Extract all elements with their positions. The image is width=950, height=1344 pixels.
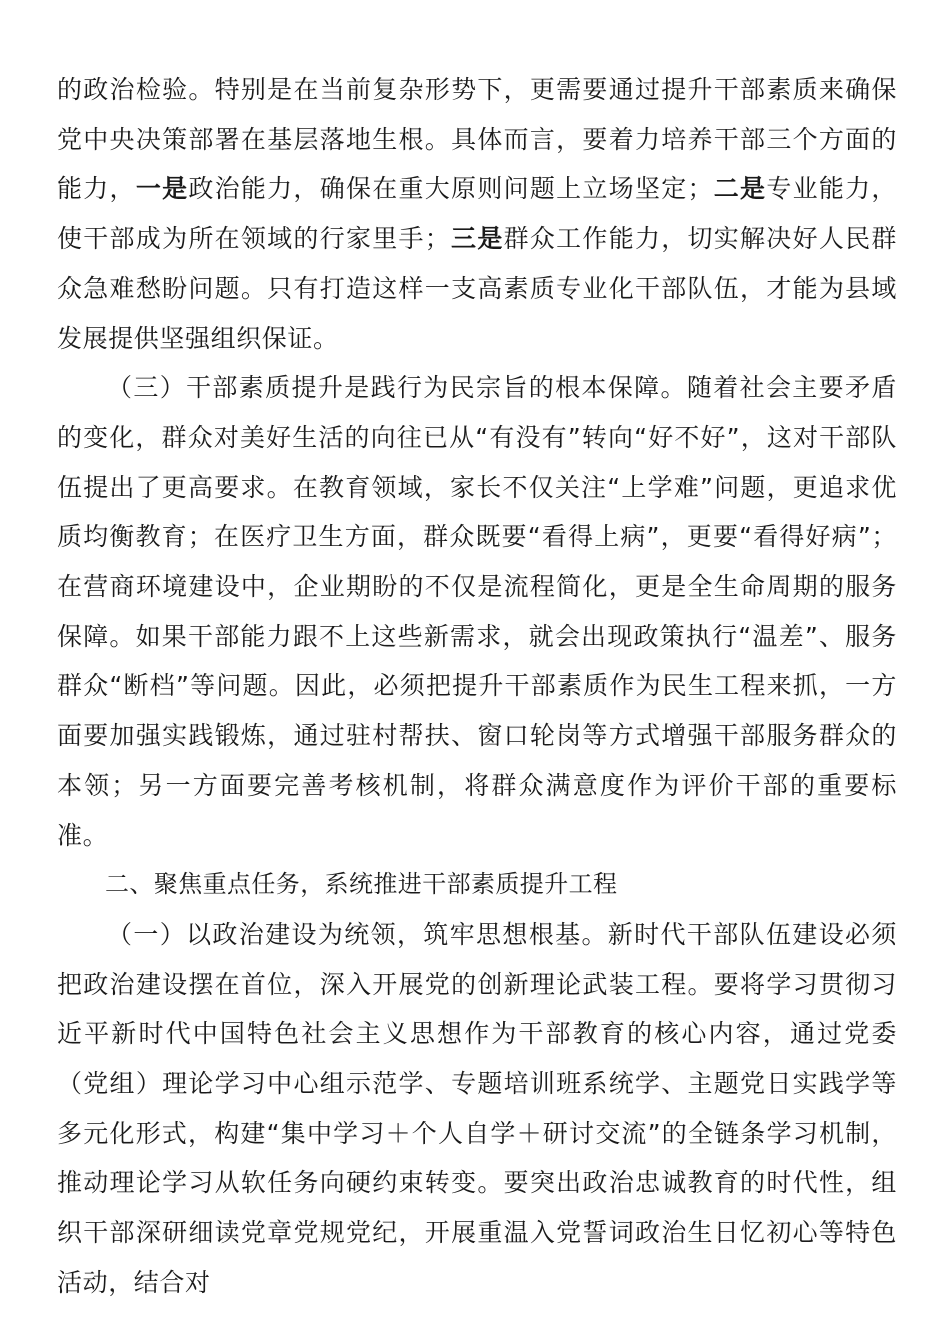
- paragraph-text: 群众工作能力，切实解决好人民群众急难愁盼问题。只有打造这样一支高素质专业化干部队伍，才能为县域发展提供坚强组织保证。: [57, 224, 897, 353]
- document-body: [57, 65, 897, 1308]
- bold-marker-two: 二是: [713, 174, 767, 204]
- paragraph-section-three: （三）干部素质提升是践行为民宗旨的根本保障。随着社会主要矛盾的变化，群众对美好生活的向往已从“有没有”转向“好不好”，这对干部队伍提出了更高要求。在教育领域，家长不仅关注“上学难”问题，更追求优质均衡教育；在医疗卫生方面，群众既要“看得上病”，更要“看得好病”；在营商环境建设中，企业期盼的不仅是流程简化，更是全生命周期的服务保障。如果干部能力跟不上这些新需求，就会出现政策执行“温差”、服务群众“断档”等问题。因此，必须把提升干部素质作为民生工程来抓，一方面要加强实践锻炼，通过驻村帮扶、窗口轮岗等方式增强干部服务群众的本领；另一方面要完善考核机制，将群众满意度作为评价干部的重要标准。: [57, 373, 897, 850]
- section-heading: 二、聚焦重点任务，系统推进干部素质提升工程: [105, 870, 618, 899]
- paragraph-subsection-one: （一）以政治建设为统领，筑牢思想根基。新时代干部队伍建设必须把政治建设摆在首位，深入开展党的创新理论武装工程。要将学习贯彻习近平新时代中国特色社会主义思想作为干部教育的核心内容，通过党委（党组）理论学习中心组示范学、专题培训班系统学、主题党日实践学等多元化形式，构建“集中学习＋个人自学＋研讨交流”的全链条学习机制，推动理论学习从软任务向硬约束转变。要突出政治忠诚教育的时代性，组织干部深研细读党章党规党纪，开展重温入党誓词政治生日忆初心等特色活动，结合对: [57, 919, 897, 1297]
- bold-marker-one: 一是: [135, 174, 189, 204]
- bold-marker-three: 三是: [450, 224, 504, 254]
- paragraph-text: 专业能力，使干部成为所在领域的行家里手；: [57, 174, 897, 254]
- paragraph-text: 政治能力，确保在重大原则问题上立场坚定；: [188, 174, 714, 204]
- paragraph-continuation: [57, 65, 897, 363]
- paragraph-text: 的政治检验。特别是在当前复杂形势下，更需要通过提升干部素质来确保党中央决策部署在基层落地生根。具体而言，要着力培养干部三个方面的能力，: [57, 75, 897, 204]
